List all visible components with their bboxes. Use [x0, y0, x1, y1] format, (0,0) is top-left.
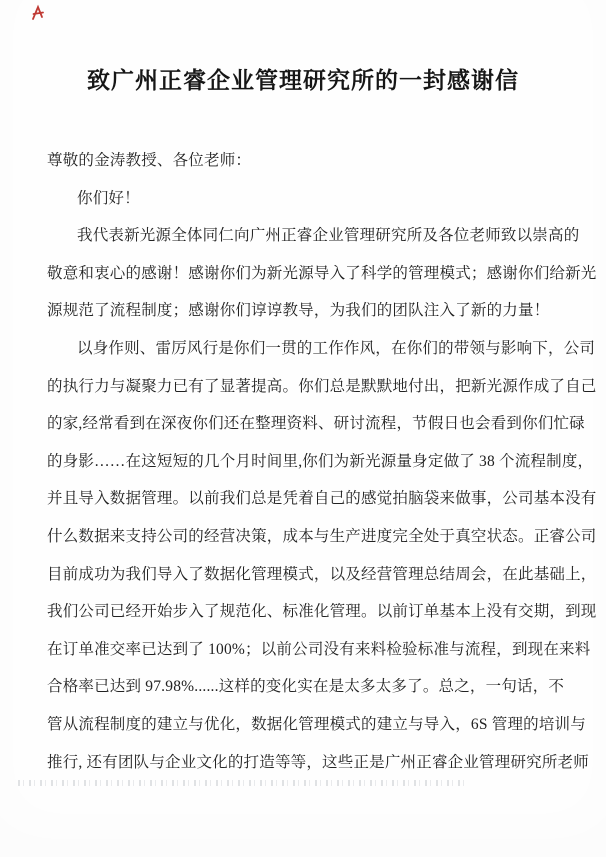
- letter-line: 我代表新光源全体同仁向广州正睿企业管理研究所及各位老师致以崇高的: [77, 227, 580, 245]
- letter-line: 推行, 还有团队与企业文化的打造等等，这些正是广州正睿企业管理研究所老师: [47, 753, 589, 771]
- letter-body: [47, 142, 597, 781]
- letter-line: 的家,经常看到在深夜你们还在整理资料、研讨流程，节假日也会看到你们忙碌: [47, 415, 585, 433]
- letter-line: 我们公司已经开始步入了规范化、标准化管理。以前订单基本上没有交期，到现: [47, 603, 597, 621]
- letter-line: 的执行力与凝聚力已有了显著提高。你们总是默默地付出，把新光源作成了自己: [47, 377, 597, 395]
- letter-line: 管从流程制度的建立与优化，数据化管理模式的建立与导入，6S 管理的培训与: [47, 715, 586, 733]
- letter-line: 你们好！: [77, 189, 140, 207]
- red-pen-mark-stroke: [33, 7, 43, 19]
- letter-line: 什么数据来支持公司的经营决策，成本与生产进度完全处于真空状态。正睿公司: [47, 527, 597, 545]
- letter-title: 致广州正睿企业管理研究所的一封感谢信: [87, 68, 519, 93]
- letter-line: 目前成功为我们导入了数据化管理模式，以及经营管理总结周会，在此基础上，: [47, 565, 597, 583]
- letter-line: 并且导入数据管理。以前我们总是凭着自己的感觉拍脑袋来做事，公司基本没有: [47, 490, 597, 508]
- red-pen-mark-icon: [30, 4, 46, 22]
- letter-line: 源规范了流程制度；感谢你们谆谆教导，为我们的团队注入了新的力量！: [47, 302, 550, 320]
- letter-line: 合格率已达到 97.98%......这样的变化实在是太多太多了。总之，一句话，不: [47, 678, 565, 696]
- letter-line: 以身作则、雷厉风行是你们一贯的工作作风，在你们的带领与影响下，公司: [77, 339, 596, 357]
- letter-line: 在订单准交率已达到了 100%；以前公司没有来料检验标准与流程，到现在来料: [47, 640, 591, 658]
- letter-line: 尊敬的金涛教授、各位老师：: [47, 152, 252, 169]
- letter-line: 敬意和衷心的感谢！感谢你们为新光源导入了科学的管理模式；感谢你们给新光: [47, 264, 597, 282]
- scan-noise-band: [18, 780, 468, 786]
- letter-line: 的身影……在这短短的几个月时间里,你们为新光源量身定做了 38 个流程制度，: [47, 452, 594, 470]
